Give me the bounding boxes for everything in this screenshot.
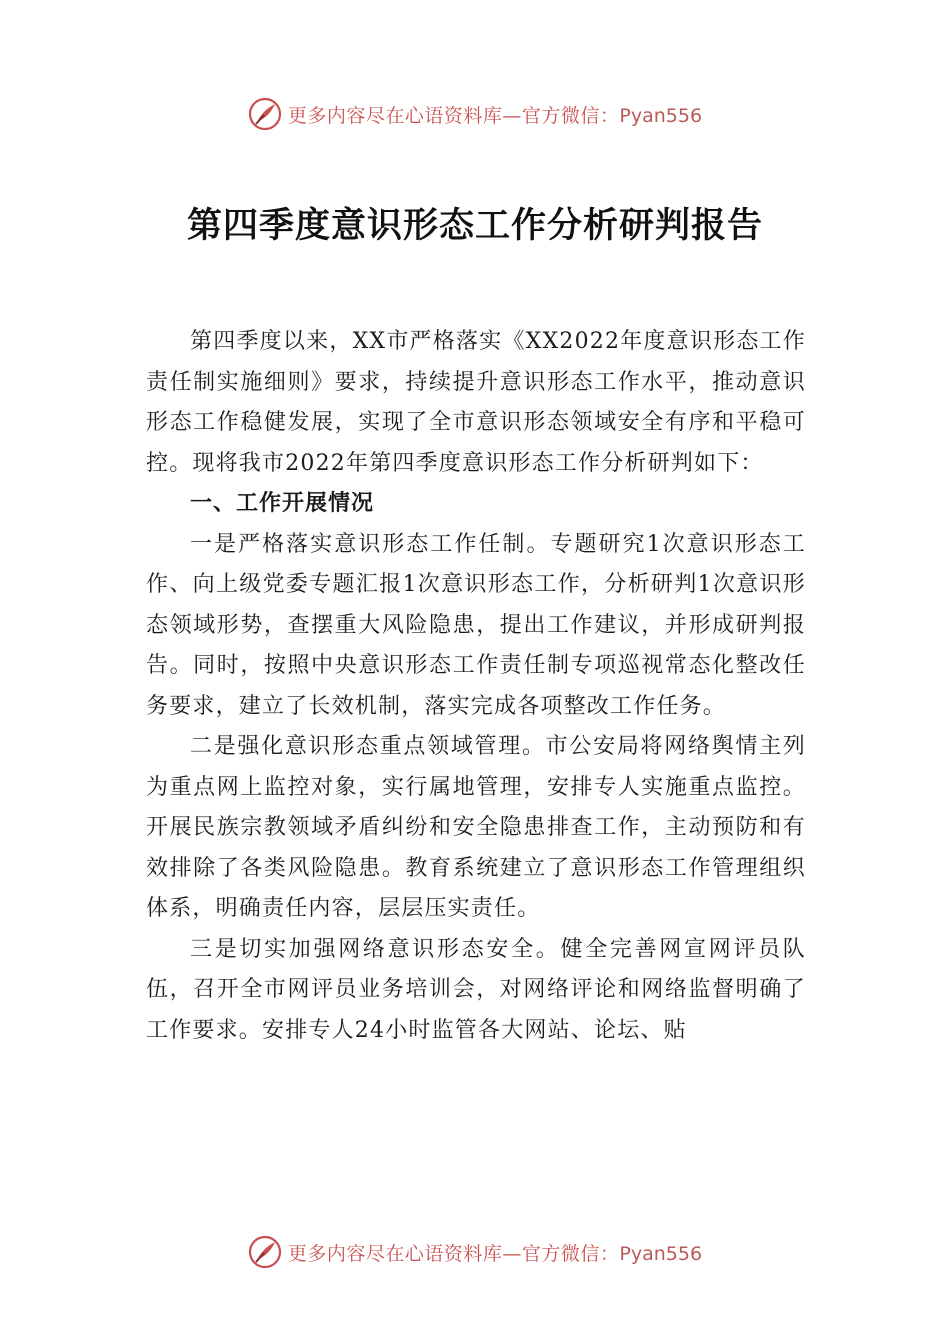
document-title: 第四季度意识形态工作分析研判报告 xyxy=(186,205,763,246)
intro-paragraph: 第四季度以来，XX市严格落实《XX2022年度意识形态工作责任制实施细则》要求，持续提升意识形态工作水平，推动意识形态工作稳健发展，实现了全市意识形态领域安全有序和平稳可控。现将我市2022年第四季度意识形态工作分析研判如下： xyxy=(146,329,806,476)
paragraph-3: 三是切实加强网络意识形态安全。健全完善网宣网评员队伍，召开全市网评员业务培训会，对网络评论和网络监督明确了工作要求。安排专人24小时监管各大网站、论坛、贴 xyxy=(146,936,806,1043)
paragraph-2: 二是强化意识形态重点领域管理。市公安局将网络舆情主列为重点网上监控对象，实行属地管理，安排专人实施重点监控。开展民族宗教领域矛盾纠纷和安全隐患排查工作，主动预防和有效排除了各类风险隐患。教育系统建立了意识形态工作管理组织体系，明确责任内容，层层压实责任。 xyxy=(146,734,806,921)
watermark-text: 更多内容尽在心语资料库—官方微信：Pyan556 xyxy=(287,1242,703,1265)
paragraph-1: 一是严格落实意识形态工作任制。专题研究1次意识形态工作、向上级党委专题汇报1次意识形态工作，分析研判1次意识形态领域形势，查摆重大风险隐患，提出工作建议，并形成研判报告。同时，按照中央意识形态工作责任制专项巡视常态化整改任务要求，建立了长效机制，落实完成各项整改工作任务。 xyxy=(146,531,806,719)
footer-watermark-banner xyxy=(0,1232,950,1272)
header-watermark-banner xyxy=(0,94,950,134)
section-heading: 一、工作开展情况 xyxy=(190,491,375,516)
document-body xyxy=(146,322,806,1051)
wechat-id: Pyan556 xyxy=(619,1242,703,1265)
feather-quill-logo-icon xyxy=(248,97,282,131)
feather-quill-logo-icon xyxy=(248,1235,282,1269)
watermark-text: 更多内容尽在心语资料库—官方微信：Pyan556 xyxy=(287,104,703,127)
wechat-id: Pyan556 xyxy=(619,104,703,127)
